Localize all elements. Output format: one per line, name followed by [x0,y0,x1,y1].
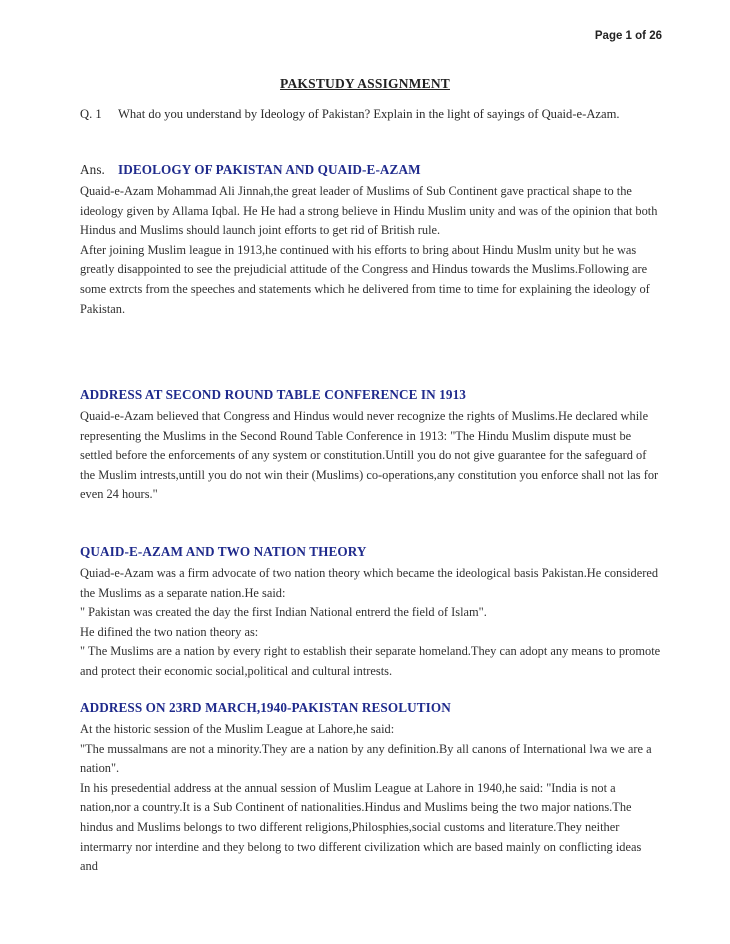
section-paragraph: Quiad-e-Azam was a firm advocate of two nation theory which became the ideological basis Pakistan.He considered the Muslims as a separate nation.He said: [80,566,659,600]
section-pakistan-resolution [80,698,662,877]
section-two-nation-theory [80,542,662,682]
section-paragraph: Quaid-e-Azam believed that Congress and Hindus would never recognize the rights of Muslims.He declared while representing the Muslims in the Second Round Table Conference in 1913: "The Hindu Muslim dispute must be settled before the enforcements of any system or constitution.Untill you do not give guarantee for the safeguard of the Muslim intrests,untill you do not win their (Muslims) co-operations,any constitution you enforce shall not las for even 24 hours." [80,409,659,502]
answer-heading: IDEOLOGY OF PAKISTAN AND QUAID-E-AZAM [118,162,421,177]
answer-paragraph: After joining Muslim league in 1913,he continued with his efforts to bring about Hindu Muslm unity but he was greatly disappointed to see the prejudicial attitude of the Congress and Hindus towards the Muslims.Following are some extrcts from the speeches and statements which he delivered from time to time for explaining the ideology of Pakistan. [80,242,650,316]
section-paragraph: In his presedential address at the annual session of Muslim League at Lahore in 1940,he said: "India is not a nation,nor a country.It is a Sub Continent of nationalities.Hindus and Muslims being the two major nations.The hindus and Muslims belongs to two different religions,Philosphies,social customs and literature.They neither intermarry nor interdine and they belong to two different civilization which are based mainly on conflicting ideas and [80,780,642,874]
section-paragraph: " Pakistan was created the day the first Indian National entrerd the field of Islam". [80,605,487,620]
question-number: Q. 1 [80,107,102,121]
section-heading: QUAID-E-AZAM AND TWO NATION THEORY [80,544,367,559]
answer-paragraph: Quaid-e-Azam Mohammad Ali Jinnah,the great leader of Muslims of Sub Continent gave practical shape to the ideology given by Allama Iqbal. He He had a strong believe in Hindu Muslim unity and was of the opinion that both Hindus and Muslims should launch joint efforts to get rid of British rule. [80,184,658,238]
answer-heading-line [80,160,662,180]
section-round-table [80,385,662,505]
section-heading: ADDRESS ON 23RD MARCH,1940-PAKISTAN RESOLUTION [80,700,451,715]
answer-block [80,160,662,319]
section-paragraph: He difined the two nation theory as: [80,624,259,639]
section-paragraph: "The mussalmans are not a minority.They are a nation by any definition.By all canons of International lwa we are a nation". [80,741,652,776]
answer-label: Ans. [80,162,105,177]
page-number: Page 1 of 26 [594,30,662,42]
document-title: PAKSTUDY ASSIGNMENT [280,76,450,91]
section-paragraph: At the historic session of the Muslim League at Lahore,he said: [80,722,395,736]
question-block [80,104,662,124]
section-paragraph: " The Muslims are a nation by every right to establish their separate homeland.They can adopt any means to promote and protect their economic social,political and cultural intrests. [80,644,661,678]
question-text: What do you understand by Ideology of Pakistan? Explain in the light of sayings of Quaid-e-Azam. [118,107,620,121]
section-heading: ADDRESS AT SECOND ROUND TABLE CONFERENCE IN 1913 [80,387,466,402]
